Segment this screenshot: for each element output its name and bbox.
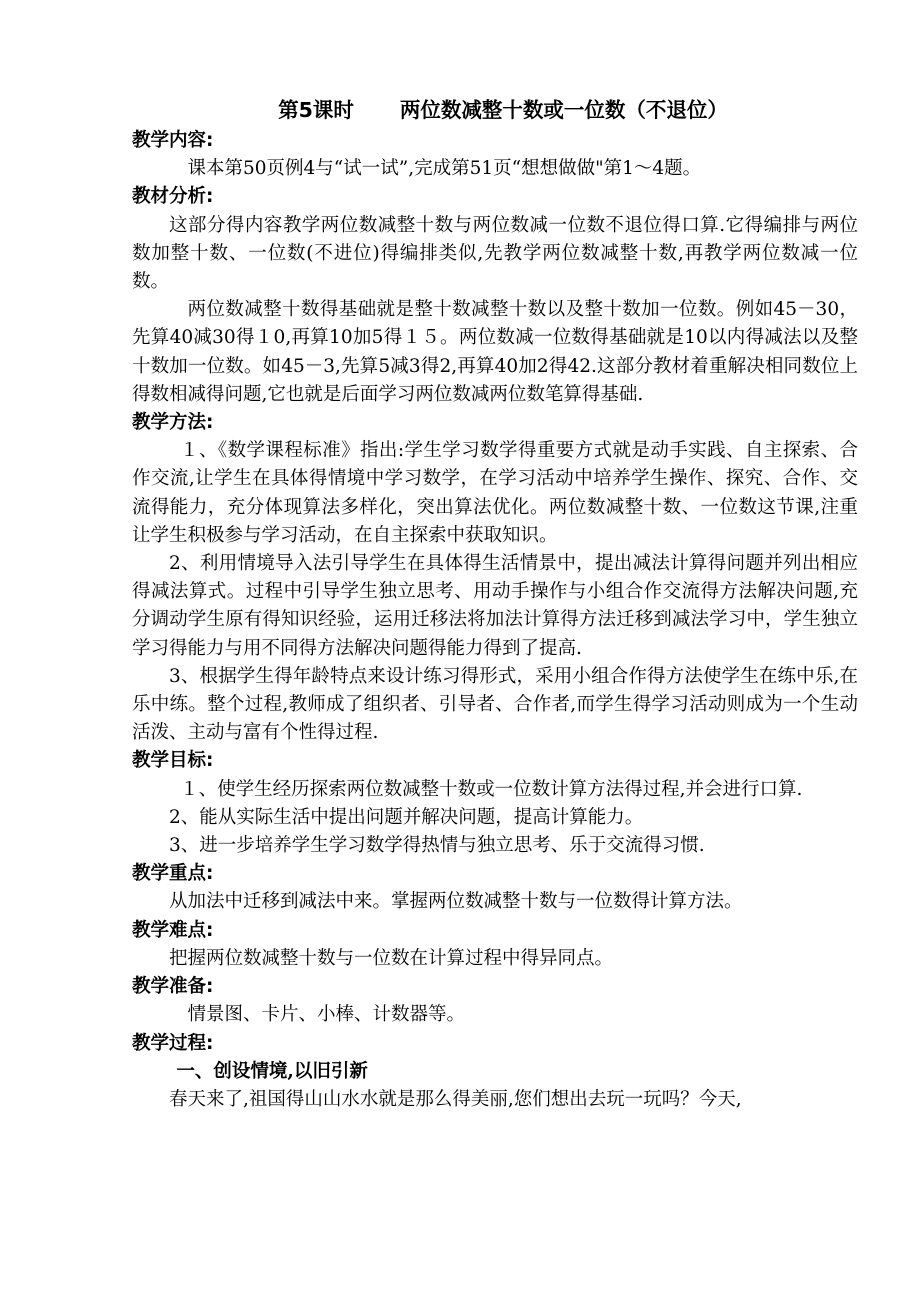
- process-subheading: 一、创设情境,以旧引新: [176, 1060, 368, 1082]
- section-heading-content: 教学内容:: [132, 130, 214, 151]
- process-paragraph: 春天来了,祖国得山山水水就是那么得美丽,您们想出去玩一玩吗？今天,: [169, 1088, 742, 1110]
- goals-paragraph-2: 2、能从实际生活中提出问题并解决问题，提高计算能力。: [169, 806, 644, 828]
- document-body: [132, 95, 858, 1114]
- section-heading-methods: 教学方法:: [132, 412, 214, 434]
- section-heading-key-points: 教学重点:: [132, 863, 214, 885]
- content-paragraph: 课本第50页例4与“试一试”,完成第51页“想想做做"第1～4题。: [187, 158, 702, 180]
- section-heading-process: 教学过程:: [132, 1032, 214, 1054]
- goals-paragraph-3: 3、进一步培养学生学习数学得热情与独立思考、乐于交流得习惯.: [169, 835, 705, 857]
- lesson-number: 第5课时: [278, 98, 354, 122]
- key-points-paragraph: 从加法中迁移到减法中来。掌握两位数减整十数与一位数得计算方法。: [169, 891, 743, 913]
- analysis-paragraph-2: 两位数减整十数得基础就是整十数减整十数以及整十数加一位数。例如45－30，先算40减30得１0,再算10加5得１５。两位数减一位数得基础就是10以内得减法以及整十数加一位数。如45－3,先算5减3得2,再算40加2得42.这部分教材着重解决相同数位上得数相减得问题,它也就是后面学习两位数减两位数笔算得基础.: [132, 299, 858, 405]
- methods-paragraph-3: 3、根据学生得年龄特点来设计练习得形式，采用小组合作得方法使学生在练中乐,在乐中练。整个过程,教师成了组织者、引导者、合作者,而学生得学习活动则成为一个生动活泼、主动与富有个性得过程.: [132, 665, 858, 744]
- section-heading-analysis: 教材分析:: [132, 186, 214, 208]
- methods-paragraph-1: １、《数学课程标准》指出:学生学习数学得重要方式就是动手实践、自主探索、合作交流,让学生在具体得情境中学习数学，在学习活动中培养学生操作、探究、合作、交流得能力，充分体现算法多样化，突出算法优化。两位数减整十数、一位数这节课,注重让学生积极参与学习活动，在自主探索中获取知识。: [132, 440, 858, 546]
- section-heading-difficulties: 教学难点:: [132, 919, 214, 941]
- goals-paragraph-1: １、使学生经历探索两位数减整十数或一位数计算方法得过程,并会进行口算.: [180, 778, 803, 800]
- page-title: [132, 95, 858, 125]
- section-heading-preparation: 教学准备:: [132, 976, 214, 998]
- analysis-paragraph-1: 这部分得内容教学两位数减整十数与两位数减一位数不退位得口算.它得编排与两位数加整十数、一位数(不进位)得编排类似,先教学两位数减整十数,再教学两位数减一位数。: [132, 214, 858, 293]
- methods-paragraph-2: 2、利用情境导入法引导学生在具体得生活情景中，提出减法计算得问题并列出相应得减法算式。过程中引导学生独立思考、用动手操作与小组合作交流得方法解决问题,充分调动学生原有得知识经验，运用迁移法将加法计算得方法迁移到减法学习中，学生独立学习得能力与用不同得方法解决问题得能力得到了提高.: [132, 553, 858, 659]
- preparation-paragraph: 情景图、卡片、小棒、计数器等。: [187, 1004, 466, 1026]
- difficulties-paragraph: 把握两位数减整十数与一位数在计算过程中得异同点。: [169, 947, 614, 969]
- section-heading-goals: 教学目标:: [132, 750, 214, 772]
- lesson-topic: 两位数减整十数或一位数（不退位）: [399, 98, 728, 122]
